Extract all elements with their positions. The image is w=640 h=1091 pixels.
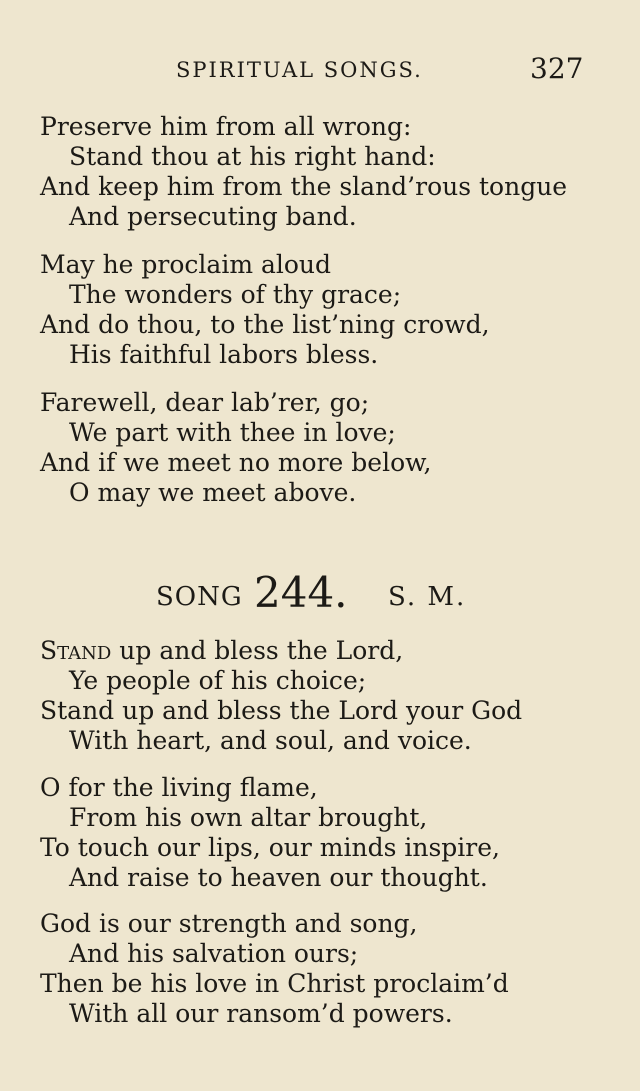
verse-line: From his own altar brought, [69,803,428,832]
first-word: Stand [40,636,112,665]
verse-line: With all our ransom’d powers. [69,999,453,1028]
verse-line: And his salvation ours; [69,939,359,968]
page-number: 327 [530,52,584,85]
verse-line: God is our strength and song, [40,909,418,938]
verse-line: O for the living flame, [40,773,318,802]
stanza [40,250,620,370]
stanza [40,909,620,1029]
verse-line: Preserve him from all wrong: [40,112,412,141]
verse-line: May he proclaim aloud [40,250,332,279]
verse-line: The wonders of thy grace; [69,280,402,309]
song-number: 244. [254,568,348,617]
verse-line: O may we meet above. [69,478,357,507]
page-header [0,52,640,92]
verse-line: His faithful labors bless. [69,340,379,369]
verse-line: Farewell, dear lab’rer, go; [40,388,370,417]
verse-line: Ye people of his choice; [69,666,367,695]
verse-line: Stand thou at his right hand: [69,142,436,171]
verse-line: And do thou, to the list’ning crowd, [40,310,490,339]
verse-line: With heart, and soul, and voice. [69,726,472,755]
stanza [40,388,620,508]
verse-line: Stand up and bless the Lord your God [40,696,523,725]
verse-line [40,636,620,666]
verse-line: To touch our lips, our minds inspire, [40,833,500,862]
first-line-rest: up and bless the Lord, [111,636,404,665]
verse-line: And if we meet no more below, [40,448,432,477]
song-meter: S. M. [388,582,467,612]
stanza [40,636,620,756]
verse-line: We part with thee in love; [69,418,396,447]
verse-line: And persecuting band. [69,202,357,231]
stanza [40,773,620,893]
verse-line: And raise to heaven our thought. [69,863,488,892]
stanza [40,112,620,232]
verse-line: And keep him from the sland’rous tongue [40,172,568,201]
song-heading [0,568,640,618]
running-title: SPIRITUAL SONGS. [176,58,423,82]
verse-line: Then be his love in Christ proclaim’d [40,969,509,998]
song-label: SONG [156,582,243,612]
